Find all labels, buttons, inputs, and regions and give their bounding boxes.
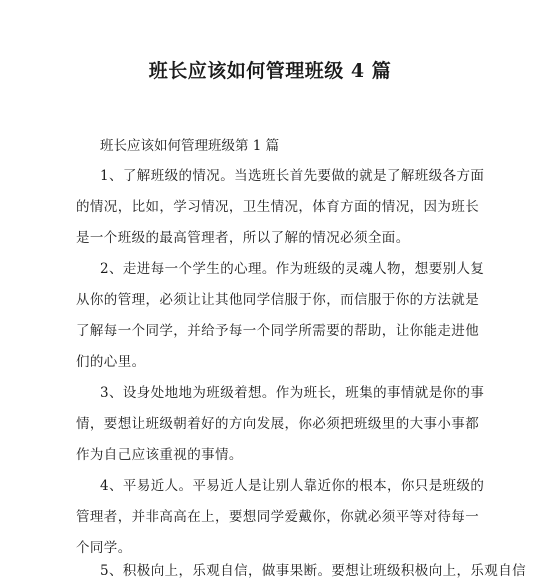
document-subtitle: 班长应该如何管理班级第 1 篇 bbox=[100, 138, 280, 154]
paragraph-line: 4、平易近人。平易近人是让别人靠近你的根本，你只是班级的 bbox=[100, 478, 485, 494]
paragraph-line: 从你的管理，必须让让其他同学信服于你，而信服于你的方法就是 bbox=[76, 292, 480, 308]
paragraph-line: 5、积极向上，乐观自信，做事果断。要想让班级积极向上，乐观自信 bbox=[100, 563, 526, 579]
paragraph-line: 是一个班级的最高管理者，所以了解的情况必须全面。 bbox=[76, 230, 410, 246]
paragraph-line: 作为自己应该重视的事情。 bbox=[76, 447, 243, 463]
paragraph-line: 2、走进每一个学生的心理。作为班级的灵魂人物，想要别人复 bbox=[100, 261, 485, 277]
paragraph-line: 的情况，比如，学习情况，卫生情况，体育方面的情况，因为班长 bbox=[76, 199, 480, 215]
paragraph-line: 情，要想让班级朝着好的方向发展，你必须把班级里的大事小事都 bbox=[76, 416, 480, 432]
paragraph-line: 3、设身处地地为班级着想。作为班长，班集的事情就是你的事 bbox=[100, 385, 485, 401]
paragraph-line: 们的心里。 bbox=[76, 354, 146, 370]
document-title: 班长应该如何管理班级 4 篇 bbox=[148, 60, 392, 82]
paragraph-line: 了解每一个同学，并给予每一个同学所需要的帮助，让你能走进他 bbox=[76, 323, 480, 339]
paragraph-line: 1、了解班级的情况。当选班长首先要做的就是了解班级各方面 bbox=[100, 168, 485, 184]
paragraph-line: 管理者，并非高高在上，要想同学爱戴你，你就必须平等对待每一 bbox=[76, 509, 480, 525]
paragraph-line: 个同学。 bbox=[76, 540, 132, 556]
